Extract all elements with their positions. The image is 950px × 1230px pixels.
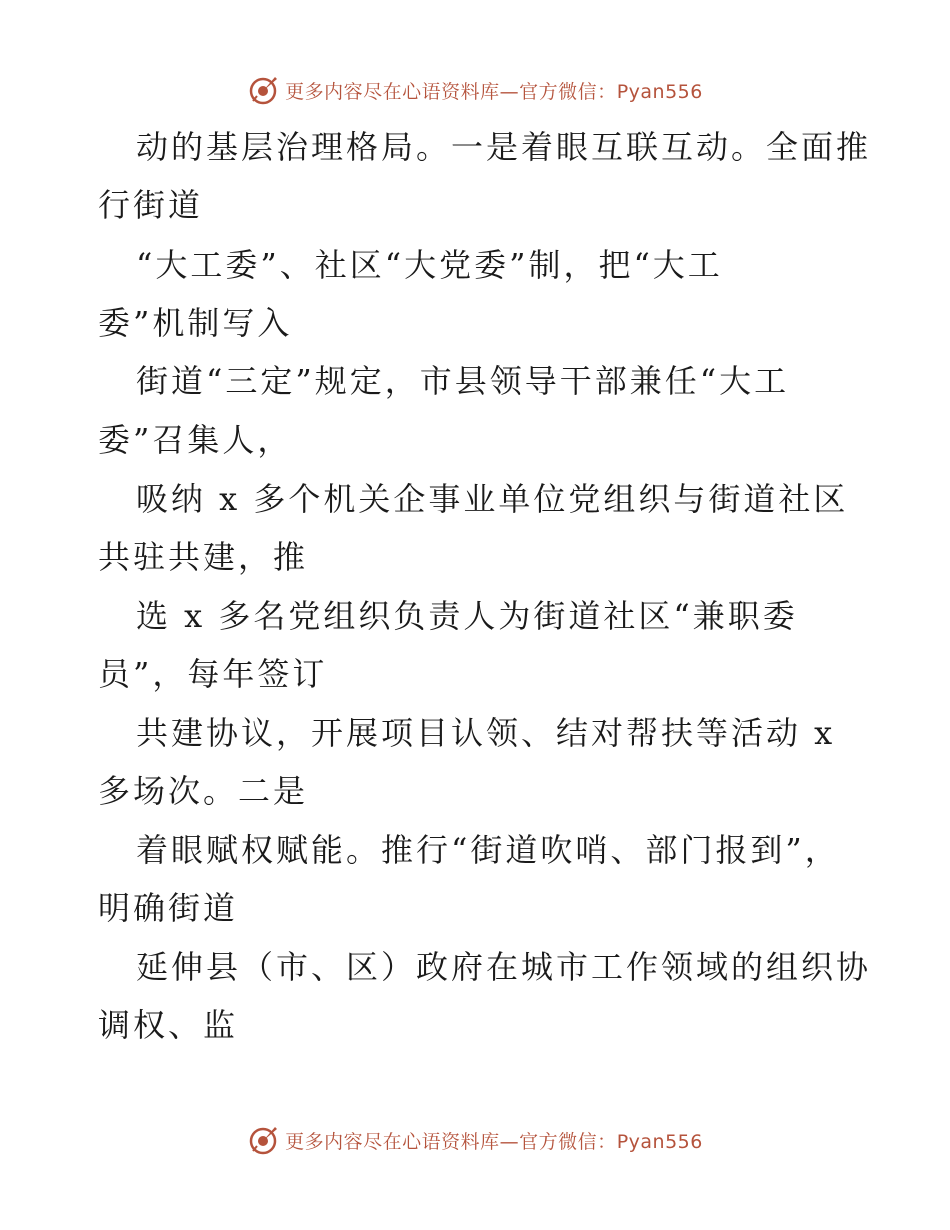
- body-line: 动的基层治理格局。一是着眼互联互动。全面推: [136, 128, 872, 166]
- header-banner-title: 更多内容尽在心语资料库: [285, 80, 500, 103]
- footer-banner-dash: —: [499, 1130, 520, 1153]
- body-line: 延伸县（市、区）政府在城市工作领域的组织协: [136, 948, 872, 986]
- header-banner: [0, 70, 950, 110]
- body-line: 委”机制写入: [98, 304, 293, 342]
- body-line: 多场次。二是: [98, 772, 309, 810]
- body-line: 调权、监: [98, 1006, 239, 1044]
- body-line: 行街道: [98, 186, 204, 224]
- header-banner-wechat-label: 官方微信：: [519, 80, 617, 103]
- quill-circle-icon: [247, 74, 279, 106]
- body-line: 共建协议，开展项目认领、结对帮扶等活动 x: [136, 714, 836, 752]
- body-line: 吸纳 x 多个机关企事业单位党组织与街道社区: [136, 480, 849, 518]
- footer-banner: [0, 1120, 950, 1160]
- body-line: 员”，每年签订: [98, 655, 328, 693]
- footer-banner-wechat-id: Pyan556: [616, 1130, 703, 1153]
- body-line: 明确街道: [98, 889, 239, 927]
- body-line: 共驻共建，推: [98, 538, 309, 576]
- footer-banner-wechat-label: 官方微信：: [519, 1130, 617, 1153]
- header-banner-dash: —: [499, 80, 520, 103]
- body-line: 街道“三定”规定，市县领导干部兼任“大工: [136, 362, 790, 400]
- body-line: 选 x 多名党组织负责人为街道社区“兼职委: [136, 597, 798, 635]
- header-banner-wechat-id: Pyan556: [616, 80, 703, 103]
- body-line: “大工委”、社区“大党委”制，把“大工: [136, 246, 723, 284]
- footer-banner-title: 更多内容尽在心语资料库: [285, 1130, 500, 1153]
- body-line: 着眼赋权赋能。推行“街道吹哨、部门报到”，: [136, 831, 840, 869]
- quill-circle-icon: [247, 1124, 279, 1156]
- header-banner-text: [285, 77, 703, 104]
- body-line: 委”召集人，: [98, 421, 293, 459]
- footer-banner-text: [285, 1127, 703, 1154]
